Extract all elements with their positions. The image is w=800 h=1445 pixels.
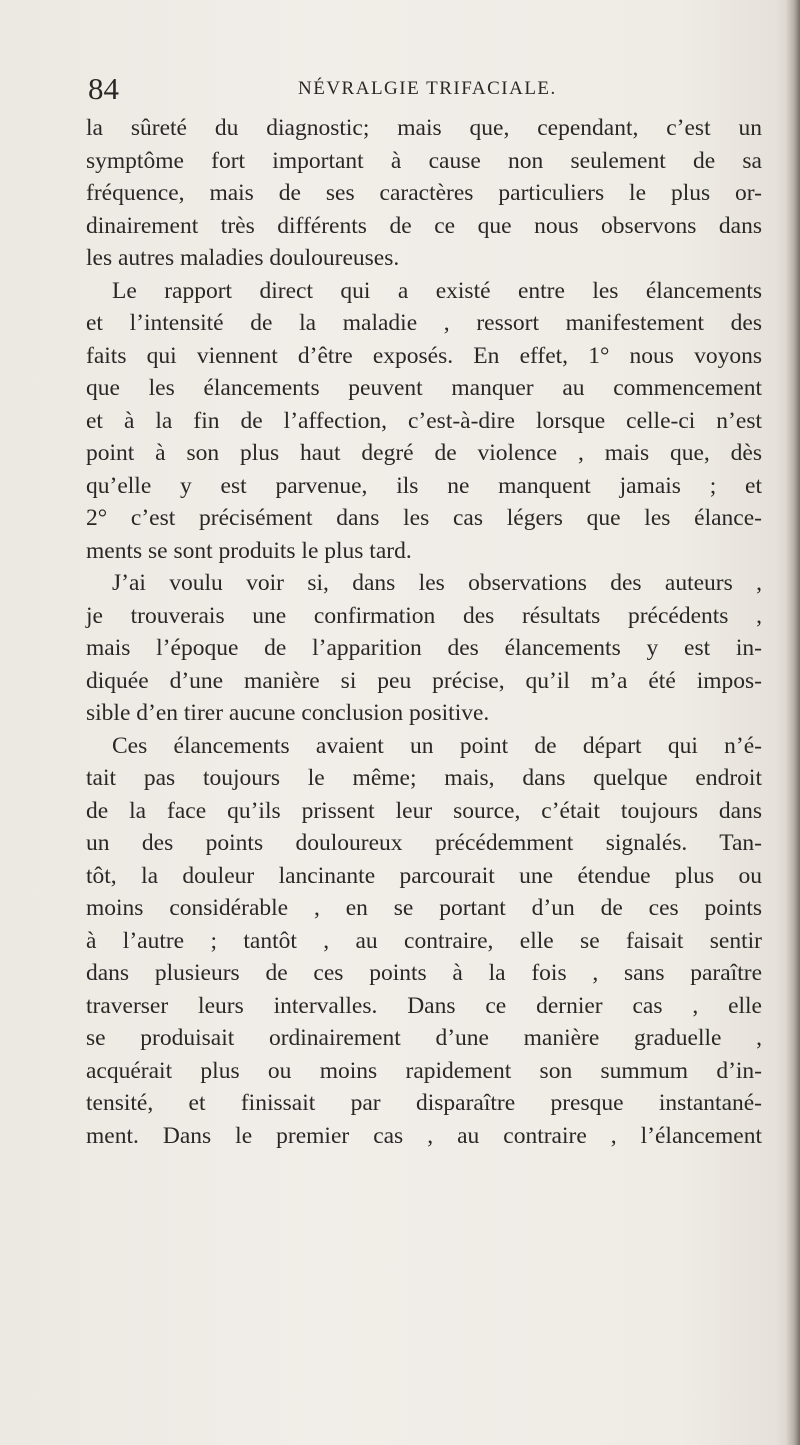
text-line: point à son plus haut degré de violence , mais que, dès: [86, 440, 762, 466]
text-line: dinairement très différents de ce que nous observons dans: [86, 212, 762, 239]
text-line: sible d’en tirer aucune conclusion positive.: [86, 700, 490, 726]
text-line: les autres maladies douloureuses.: [86, 245, 400, 271]
text-line: se produisait ordinairement d’une manière graduelle ,: [86, 1025, 762, 1051]
text-line: acquérait plus ou moins rapidement son summum d’in-: [86, 1057, 762, 1084]
text-line: dans plusieurs de ces points à la fois , sans paraître: [86, 960, 762, 986]
text-line: je trouverais une confirmation des résultats précédents ,: [86, 602, 762, 629]
text-line: fréquence, mais de ses caractères particuliers le plus or-: [86, 180, 762, 206]
text-line: 2° c’est précisément dans les cas légers que les élance-: [86, 505, 762, 531]
text-line: Le rapport direct qui a existé entre les élancements: [112, 277, 762, 304]
page-header: [88, 72, 788, 106]
text-line: traverser leurs intervalles. Dans ce dernier cas , elle: [86, 992, 762, 1019]
text-line: et à la fin de l’affection, c’est-à-dire lorsque celle-ci n’est: [86, 407, 762, 434]
text-line: ments se sont produits le plus tard.: [86, 537, 412, 564]
text-line: tôt, la douleur lancinante parcourait une étendue plus ou: [86, 862, 762, 889]
text-line: moins considérable , en se portant d’un de ces points: [86, 895, 762, 921]
text-line: symptôme fort important à cause non seulement de sa: [86, 147, 762, 174]
text-line: J’ai voulu voir si, dans les observations des auteurs ,: [112, 570, 762, 596]
text-line: qu’elle y est parvenue, ils ne manquent jamais ; et: [86, 472, 762, 499]
text-line: à l’autre ; tantôt , au contraire, elle se faisait sentir: [86, 927, 762, 954]
text-line: ment. Dans le premier cas , au contraire , l’élancement: [86, 1122, 762, 1149]
text-line: tensité, et finissait par disparaître presque instantané-: [86, 1090, 762, 1116]
text-line: un des points douloureux précédemment signalés. Tan-: [86, 830, 762, 856]
text-line: et l’intensité de la maladie , ressort manifestement des: [86, 310, 762, 336]
body-text: [86, 112, 762, 1152]
text-line: mais l’époque de l’apparition des élancements y est in-: [86, 635, 762, 661]
text-line: que les élancements peuvent manquer au commencement: [86, 375, 762, 401]
page-edge-shadow: [786, 0, 800, 1445]
text-line: tait pas toujours le même; mais, dans quelque endroit: [86, 765, 762, 791]
page-number: 84: [88, 71, 119, 106]
text-line: de la face qu’ils prissent leur source, c’était toujours dans: [86, 797, 762, 824]
text-line: la sûreté du diagnostic; mais que, cependant, c’est un: [86, 115, 762, 141]
text-line: Ces élancements avaient un point de départ qui n’é-: [112, 732, 762, 759]
text-line: diquée d’une manière si peu précise, qu’il m’a été impos-: [86, 667, 762, 694]
text-line: faits qui viennent d’être exposés. En effet, 1° nous voyons: [86, 342, 762, 369]
running-head: NÉVRALGIE TRIFACIALE.: [298, 78, 557, 99]
